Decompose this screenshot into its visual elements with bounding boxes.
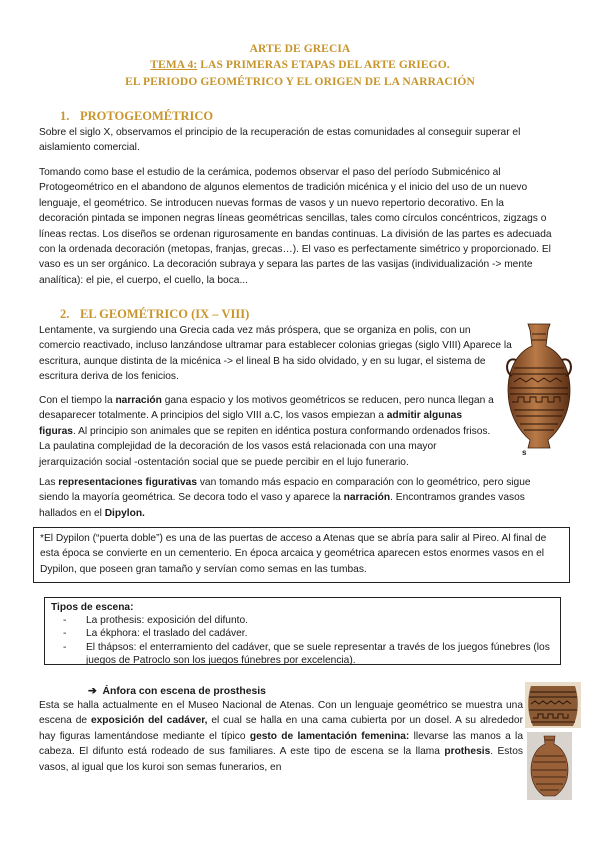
- section-number: 2.: [60, 307, 70, 321]
- amphora-heading: ➔ Ánfora con escena de prosthesis: [88, 686, 266, 697]
- note-text: *El Dypilon (“puerta doble”) es una de las puertas de acceso a Atenas que se abría para salir al Pireo. Al final de esta época se convierte en un cementerio. En época arcaica y geométrica aparecen estos enormes vasos en el Dypilon, que poseen gran tamaño y servían como semas en las tumbas.: [40, 533, 547, 575]
- image-caption: s: [522, 448, 527, 456]
- paragraph: Las representaciones figurativas van tomando más espacio en comparación con lo geométrico, pero sigue siendo la mayoría geométrica. Se decora todo el vaso y aparece la narración. Encontramos grandes vasos hallados en el Dipylon.: [39, 477, 531, 519]
- dipylon-note-box: [33, 527, 570, 583]
- paragraph: Con el tiempo la narración gana espacio y los motivos geométricos se reducen, pero nunca llegan a desaparecer totalmente. A principios del siglo VIII a.C, los vasos empiezan a admitir algunas figuras. Al principio son animales que se repiten en idéntica postura conformando ordenados frisos. La paulatina complejidad de la decoración de los vasos está relacionada con una mayor jerarquización social -ostentación social que se puede percibir en el lujo funerario.: [39, 395, 494, 468]
- paragraph: Lentamente, va surgiendo una Grecia cada vez más próspera, que se organiza en polis, con un comercio reactivado, incluso lanzándose ultramar para establecer colonias griegas (siglo VIII) Aparece la escritura, aunque distinta de la micénica -> el lineal B ha sido olvidado, y en su lugar, el sistema de escritura deriva de los fenicios.: [39, 325, 512, 383]
- amphora-full-image: [527, 732, 572, 800]
- paragraph: Tomando como base el estudio de la cerámica, podemos observar el paso del período Submicénico al Protogeométrico en el abandono de algunos elementos de tradición micénica y el inicio del uso de un nuevo lenguaje, el geométrico. Se introducen nuevas formas de vasos y un nuevo repertorio decorativo. En la decoración pintada se imponen negras líneas geométricas sencillas, tales como círculos concéntricos, zigzags o líneas rectas. Los diseños se ordenan rigurosamente en bandas continuas. La división de las partes es adecuada con la ordenada decoración (metopas, franjas, grecas…). El vaso es perfectamente simétrico y proporcionado. El vaso es un ser orgánico. La decoración subraya y separa las partes de las vasijas (individualización -> mente analítica): el pie, el cuerpo, el cuello, la boca...: [39, 167, 552, 286]
- scene-types-title: Tipos de escena:: [51, 602, 134, 613]
- section-number: 1.: [60, 109, 70, 123]
- paragraph: Esta se halla actualmente en el Museo Nacional de Atenas. Con un lenguaje geométrico se muestra una escena de exposición del cadáver, el cual se halla en una cama cubierta por un dosel. A su alrededor hay figuras lamentándose mediante el típico gesto de lamentación femenina: llevarse las manos a la cabeza. El difunto está rodeado de sus familiares. A este tipo de escena se la llama prothesis. Estos vasos, al igual que los kuroi son semas funerarios, en: [39, 700, 523, 773]
- topic-number: TEMA 4:: [150, 59, 198, 71]
- list-item: - La prothesis: exposición del difunto.: [63, 615, 248, 627]
- list-item: - El thápsos: el enterramiento del cadáver, que se suele representar a través de los juegos fúnebres (los juegos de Patroclo son los juegos fúnebres por excelencia).: [63, 641, 550, 666]
- amphora-detail-image: [525, 682, 581, 728]
- topic-title: LAS PRIMERAS ETAPAS DEL ARTE GRIEGO.: [197, 59, 450, 71]
- geometric-vase-image: [502, 320, 576, 456]
- section-title: PROTOGEOMÉTRICO: [80, 109, 214, 123]
- paragraph: Sobre el siglo X, observamos el principio de la recuperación de estas comunidades al conseguir superar el aislamiento comercial.: [39, 127, 521, 154]
- list-item: - La ékphora: el traslado del cadáver.: [63, 628, 248, 640]
- doc-title-line1: ARTE DE GRECIA: [249, 43, 351, 55]
- section-heading-geometrico: [60, 307, 249, 322]
- scene-types-list: [51, 614, 554, 667]
- doc-title-line3: EL PERIODO GEOMÉTRICO Y EL ORIGEN DE LA NARRACIÓN: [125, 76, 475, 88]
- section-heading-protogeometrico: [60, 109, 213, 124]
- doc-title-line2: [0, 59, 600, 71]
- scene-types-box: [44, 597, 561, 665]
- section-title: EL GEOMÉTRICO (IX – VIII): [80, 307, 250, 321]
- arrow-icon: ➔: [88, 686, 97, 697]
